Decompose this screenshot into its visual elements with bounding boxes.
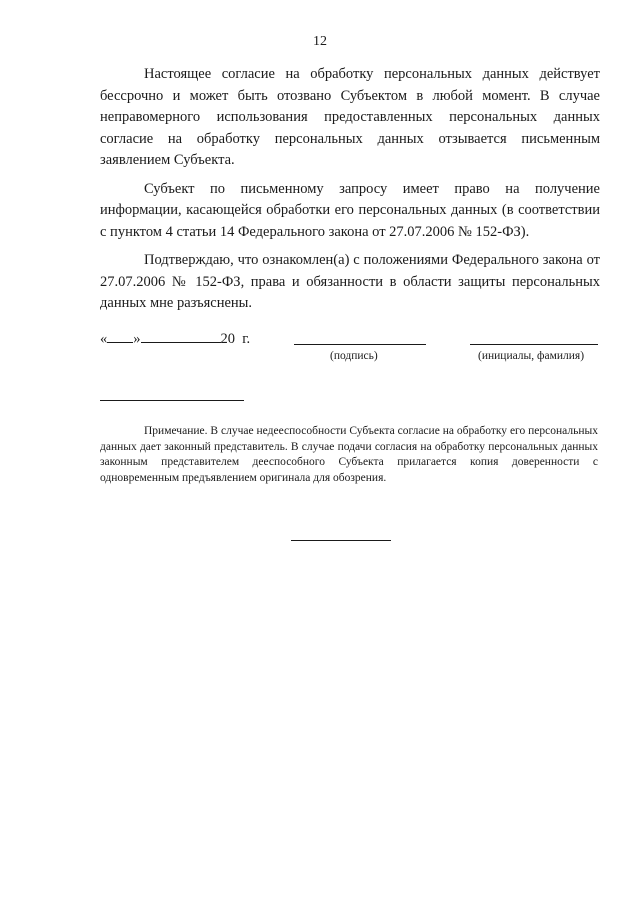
quote-close: » [133, 331, 141, 347]
initials-caption: (инициалы, фамилия) [478, 350, 585, 362]
paragraph-information-right: Субъект по письменному запросу имеет право на получение информации, касающейся обработки его персональных данных (в соответствии с пунктом 4 статьи 14 Федерального закона от 27.07.2006 № 152-ФЗ). [100, 180, 600, 240]
quote-open: « [100, 331, 108, 347]
month-blank[interactable] [141, 330, 221, 343]
signature-caption: (подпись) [330, 350, 378, 362]
page-number: 12 [313, 34, 327, 49]
note-paragraph: Примечание. В случае недееспособности Субъекта согласие на обработку его персональных данных дает законный представитель. В случае подачи согласия на обработку персональных данных законным представителем дееспособного Субъекта прилагается копия доверенности с одновременным предъявлением оригинала для обозрения. [100, 425, 598, 484]
signature-line[interactable] [294, 344, 426, 345]
end-divider [291, 540, 391, 541]
footnote-divider [100, 400, 244, 401]
day-blank[interactable] [107, 330, 133, 343]
paragraph-consent-validity: Настоящее согласие на обработку персональных данных действует бессрочно и может быть отозвано Субъектом в любой момент. В случае неправомерного использования предоставленных персональных данных согласие на обработку персональных данных отзывается письменным заявлением Субъекта. [100, 66, 600, 168]
signature-block [100, 330, 600, 370]
paragraph-acknowledgement: Подтверждаю, что ознакомлен(а) с положениями Федерального закона от 27.07.2006 № 152-ФЗ, права и обязанности в области защиты персональных данных мне разъяснены. [100, 252, 600, 311]
document-body [100, 64, 600, 322]
year-prefix: 20 [220, 331, 235, 347]
year-suffix: г. [242, 331, 251, 347]
date-field [100, 330, 250, 348]
initials-line[interactable] [470, 344, 598, 345]
